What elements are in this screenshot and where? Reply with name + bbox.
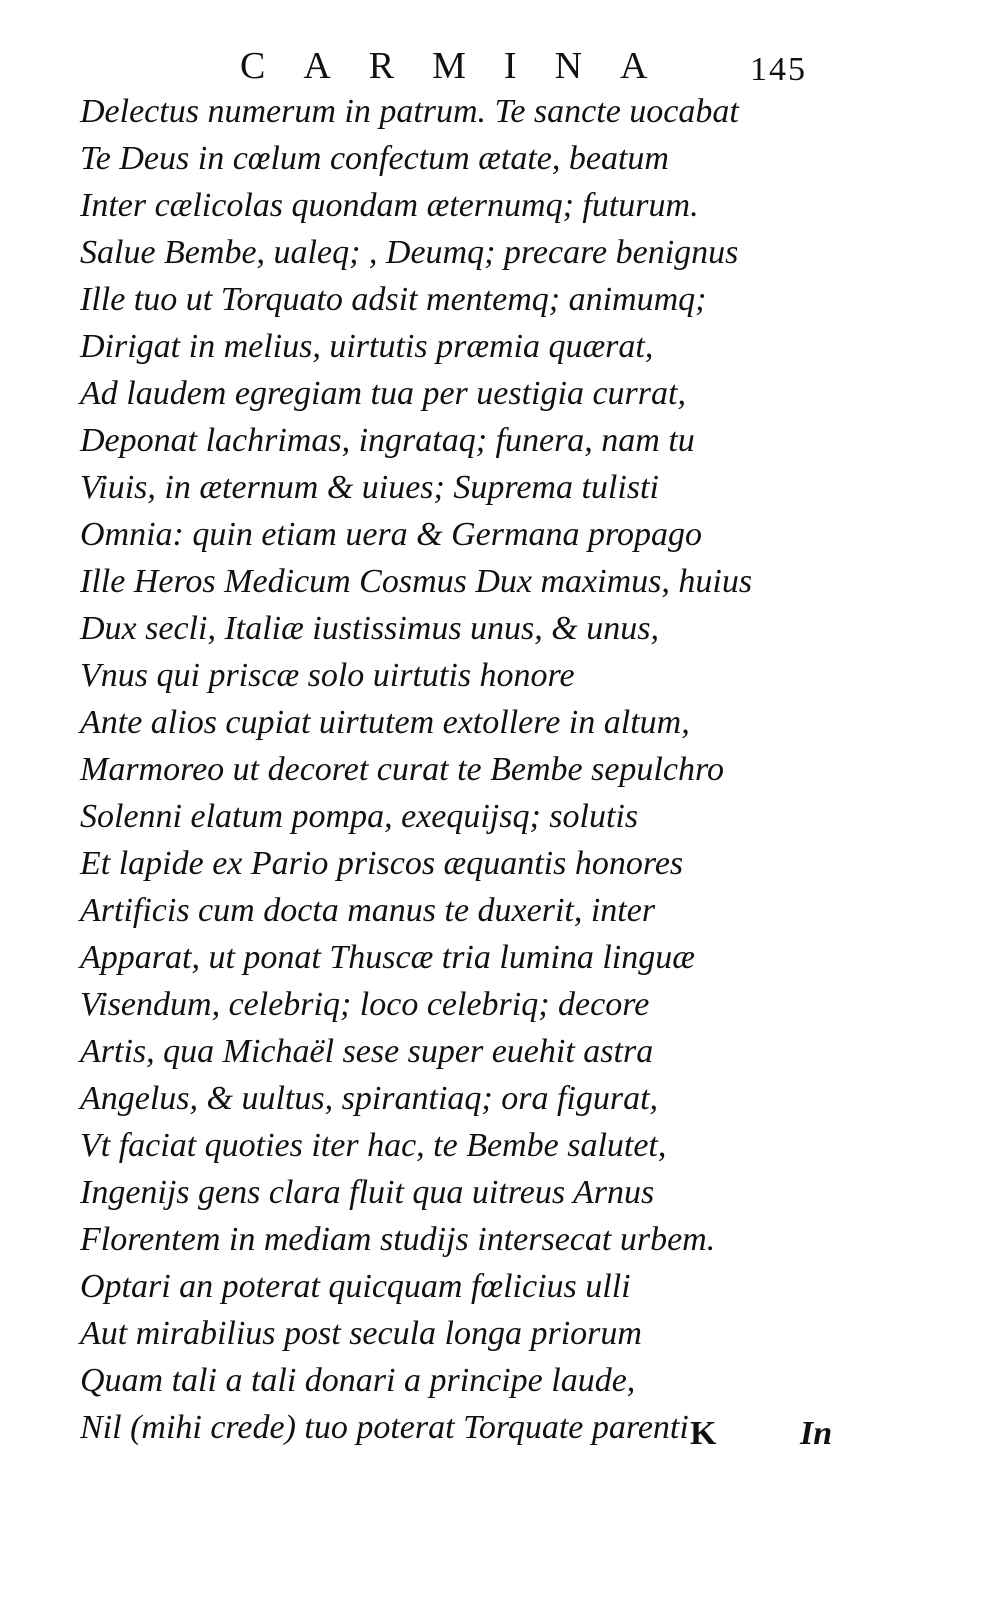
catchword: In [800,1415,833,1452]
verse-line: Deponat lachrimas, ingrataq; funera, nam tu [80,422,695,459]
verse-line: Marmoreo ut decoret curat te Bembe sepulchro [80,751,724,788]
verse-line: Optari an poterat quicquam fœlicius ulli [80,1268,631,1305]
verse-line: Et lapide ex Pario priscos æquantis honores [80,845,684,882]
verse-line: Florentem in mediam studijs intersecat urbem. [80,1221,716,1258]
verse-line: Delectus numerum in patrum. Te sancte uocabat [80,93,739,130]
verse-line: Omnia: quin etiam uera & Germana propago [80,516,703,553]
verse-text [80,88,960,1451]
page-number: 145 [750,51,807,88]
verse-line: Aut mirabilius post secula longa priorum [80,1315,642,1352]
verse-line: Apparat, ut ponat Thuscæ tria lumina linguæ [80,939,695,976]
verse-line: Quam tali a tali donari a principe laude, [80,1362,636,1399]
page-footer [0,1412,1000,1462]
verse-line: Dirigat in melius, uirtutis præmia quærat, [80,328,654,365]
verse-line: Ingenijs gens clara fluit qua uitreus Arnus [80,1174,655,1211]
verse-line: Ille Heros Medicum Cosmus Dux maximus, huius [80,563,753,600]
signature-mark: K [690,1415,717,1452]
verse-line: Viuis, in æternum & uiues; Suprema tulisti [80,469,659,506]
verse-line: Ante alios cupiat uirtutem extollere in altum, [80,704,690,741]
verse-line: Te Deus in cœlum confectum ætate, beatum [80,140,669,177]
running-title: CARMINA [240,45,686,87]
verse-line: Ad laudem egregiam tua per uestigia currat, [80,375,686,412]
page-header [0,38,1000,88]
verse-line: Salue Bembe, ualeq; , Deumq; precare benignus [80,234,739,271]
verse-line: Vnus qui priscæ solo uirtutis honore [80,657,575,694]
verse-line: Artificis cum docta manus te duxerit, inter [80,892,656,929]
verse-line: Vt faciat quoties iter hac, te Bembe salutet, [80,1127,667,1164]
verse-line: Angelus, & uultus, spirantiaq; ora figurat, [80,1080,659,1117]
verse-line: Solenni elatum pompa, exequijsq; solutis [80,798,639,835]
verse-line: Ille tuo ut Torquato adsit mentemq; animumq; [80,281,707,318]
verse-line: Visendum, celebriq; loco celebriq; decore [80,986,650,1023]
verse-line: Inter cælicolas quondam æternumq; futurum. [80,187,699,224]
verse-line: Nil (mihi crede) tuo poterat Torquate parenti [80,1409,689,1446]
verse-line: Artis, qua Michaël sese super euehit astra [80,1033,654,1070]
verse-line: Dux secli, Italiæ iustissimus unus, & unus, [80,610,659,647]
